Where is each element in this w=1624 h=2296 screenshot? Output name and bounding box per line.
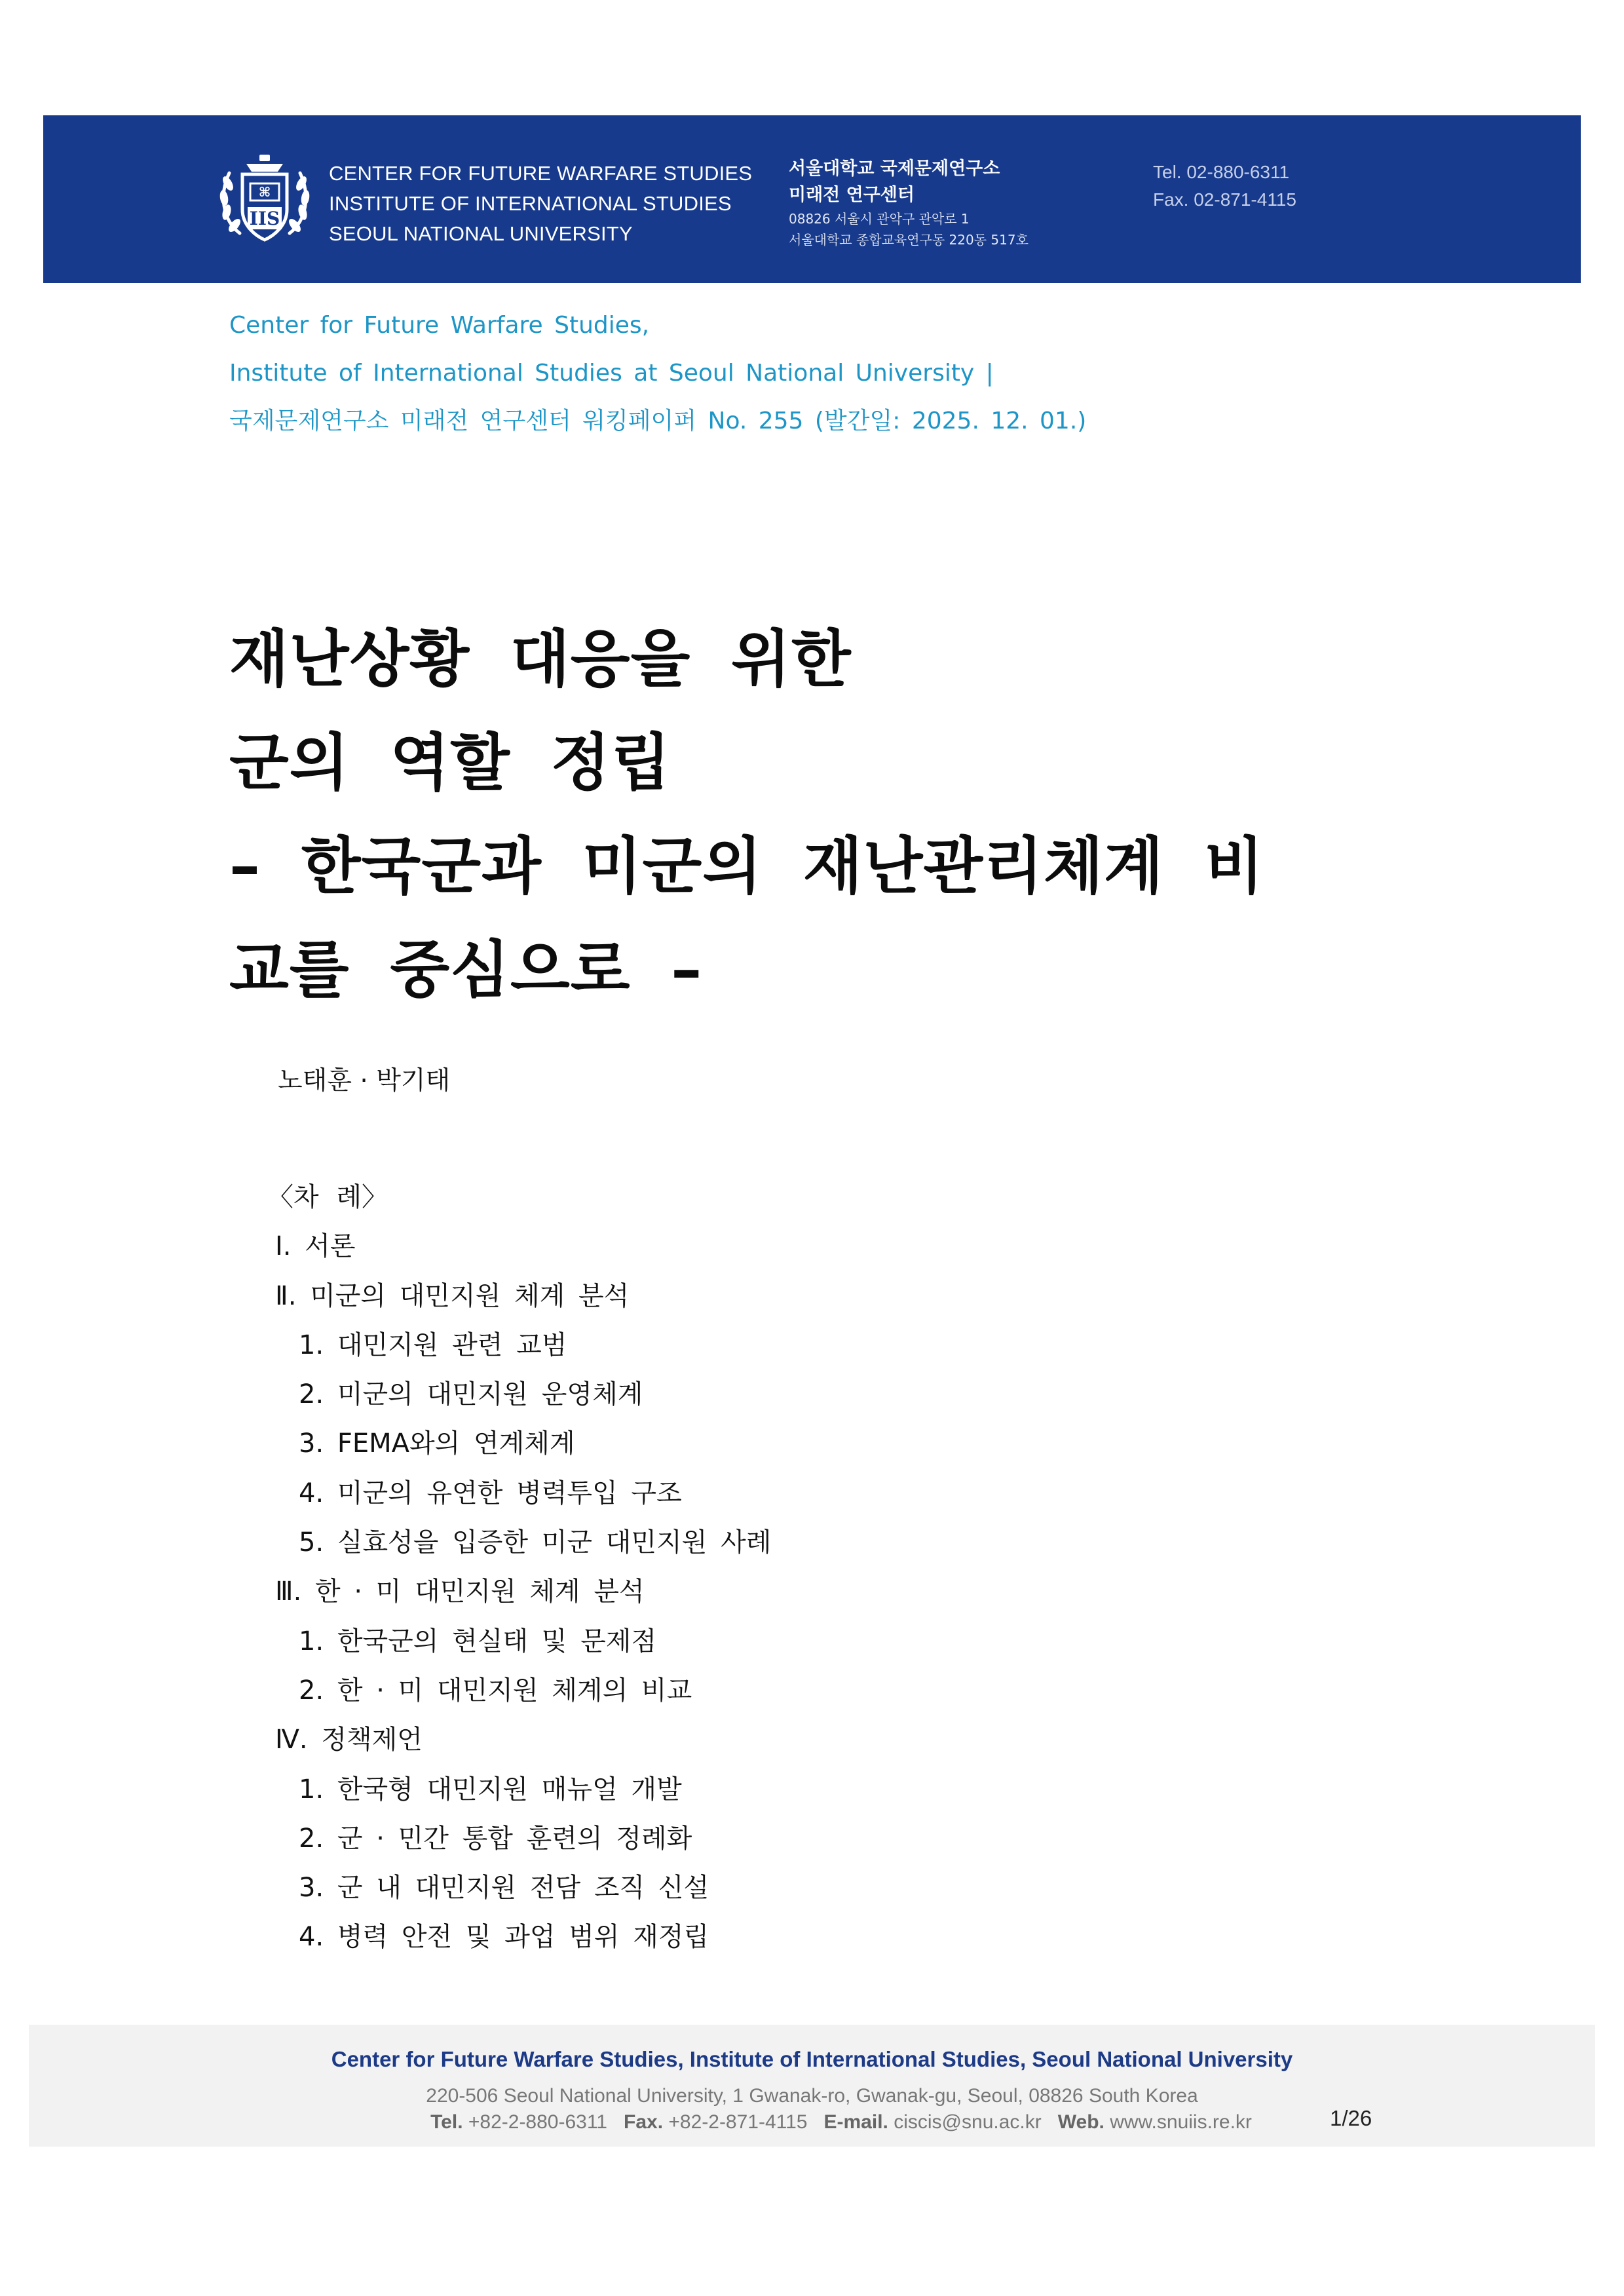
footer-email[interactable]: ciscis@snu.ac.kr bbox=[894, 2111, 1042, 2133]
toc-heading: 〈차 례〉 bbox=[267, 1182, 388, 1212]
subtitle-line2: Institute of International Studies at Seoul National University | bbox=[229, 360, 994, 387]
footer-tel-label: Tel. bbox=[430, 2111, 463, 2133]
header-en-line: CENTER FOR FUTURE WARFARE STUDIES bbox=[329, 162, 753, 185]
header-contact bbox=[1153, 159, 1296, 214]
header-institution-en bbox=[329, 159, 752, 249]
header-ko-line1: 서울대학교 국제문제연구소 bbox=[789, 159, 1000, 179]
toc-section: Ⅲ. 한 · 미 대민지원 체계 분석 bbox=[275, 1577, 645, 1607]
footer-web-label: Web. bbox=[1057, 2111, 1105, 2133]
page-number: 1/26 bbox=[1330, 2106, 1372, 2130]
toc-item: 3. FEMA와의 연계체계 bbox=[299, 1428, 575, 1459]
footer-email-label: E-mail. bbox=[823, 2111, 888, 2133]
iis-emblem-icon bbox=[214, 149, 316, 248]
footer-contact bbox=[356, 2111, 1326, 2133]
title-line: 교를 중심으로 – bbox=[229, 934, 703, 1006]
toc-section: Ⅰ. 서론 bbox=[275, 1231, 356, 1262]
header-tel: Tel. 02-880-6311 bbox=[1153, 162, 1290, 182]
footer bbox=[29, 2025, 1595, 2147]
table-of-contents bbox=[267, 1173, 771, 1962]
header-ko-line2: 미래전 연구센터 bbox=[789, 185, 915, 205]
toc-section: Ⅱ. 미군의 대민지원 체계 분석 bbox=[275, 1280, 630, 1311]
footer-fax: +82-2-871-4115 bbox=[668, 2111, 808, 2133]
header-en-line: SEOUL NATIONAL UNIVERSITY bbox=[329, 222, 633, 245]
subtitle-line3: 국제문제연구소 미래전 연구센터 워킹페이퍼 No. 255 (발간일: 2025. 12. 01.) bbox=[229, 408, 1087, 434]
paper-title bbox=[229, 608, 1513, 1022]
toc-item: 2. 군 · 민간 통합 훈련의 정례화 bbox=[299, 1823, 692, 1854]
toc-item: 4. 미군의 유연한 병력투입 구조 bbox=[299, 1478, 682, 1508]
toc-item: 2. 한 · 미 대민지원 체계의 비교 bbox=[299, 1675, 692, 1706]
toc-item: 2. 미군의 대민지원 운영체계 bbox=[299, 1379, 643, 1410]
toc-item: 3. 군 내 대민지원 전담 조직 신설 bbox=[299, 1873, 709, 1904]
series-subtitle bbox=[229, 301, 1086, 445]
footer-web[interactable]: www.snuiis.re.kr bbox=[1110, 2111, 1252, 2133]
svg-text:⌘: ⌘ bbox=[258, 184, 271, 200]
subtitle-line1: Center for Future Warfare Studies, bbox=[229, 312, 650, 339]
title-line: 재난상황 대응을 위한 bbox=[229, 624, 852, 695]
footer-title: Center for Future Warfare Studies, Institute of International Studies, Seoul National University bbox=[331, 2047, 1293, 2071]
toc-item: 1. 한국형 대민지원 매뉴얼 개발 bbox=[299, 1774, 682, 1805]
header-address-line2: 서울대학교 종합교육연구동 220동 517호 bbox=[789, 232, 1029, 248]
toc-item: 1. 한국군의 현실태 및 문제점 bbox=[299, 1626, 657, 1656]
header-fax: Fax. 02-871-4115 bbox=[1153, 189, 1296, 210]
header-en-line: INSTITUTE OF INTERNATIONAL STUDIES bbox=[329, 192, 732, 215]
footer-address: 220-506 Seoul National University, 1 Gwanak-ro, Gwanak-gu, Seoul, 08826 South Korea bbox=[426, 2085, 1198, 2107]
toc-list bbox=[267, 1222, 771, 1962]
title-line: 군의 역할 정립 bbox=[229, 727, 671, 799]
toc-section: Ⅳ. 정책제언 bbox=[275, 1725, 423, 1755]
header-address-line1: 08826 서울시 관악구 관악로 1 bbox=[789, 211, 970, 227]
authors: 노태훈 · 박기태 bbox=[278, 1066, 451, 1096]
footer-tel: +82-2-880-6311 bbox=[468, 2111, 607, 2133]
toc-item: 4. 병력 안전 및 과업 범위 재정립 bbox=[299, 1922, 709, 1953]
toc-item: 5. 실효성을 입증한 미군 대민지원 사례 bbox=[299, 1527, 772, 1558]
title-line: – 한국군과 미군의 재난관리체계 비 bbox=[229, 831, 1265, 902]
header-band bbox=[43, 115, 1581, 283]
toc-item: 1. 대민지원 관련 교범 bbox=[299, 1330, 567, 1360]
header-institution-ko bbox=[789, 156, 1029, 250]
logo-text: IIS bbox=[249, 208, 280, 229]
footer-fax-label: Fax. bbox=[624, 2111, 664, 2133]
